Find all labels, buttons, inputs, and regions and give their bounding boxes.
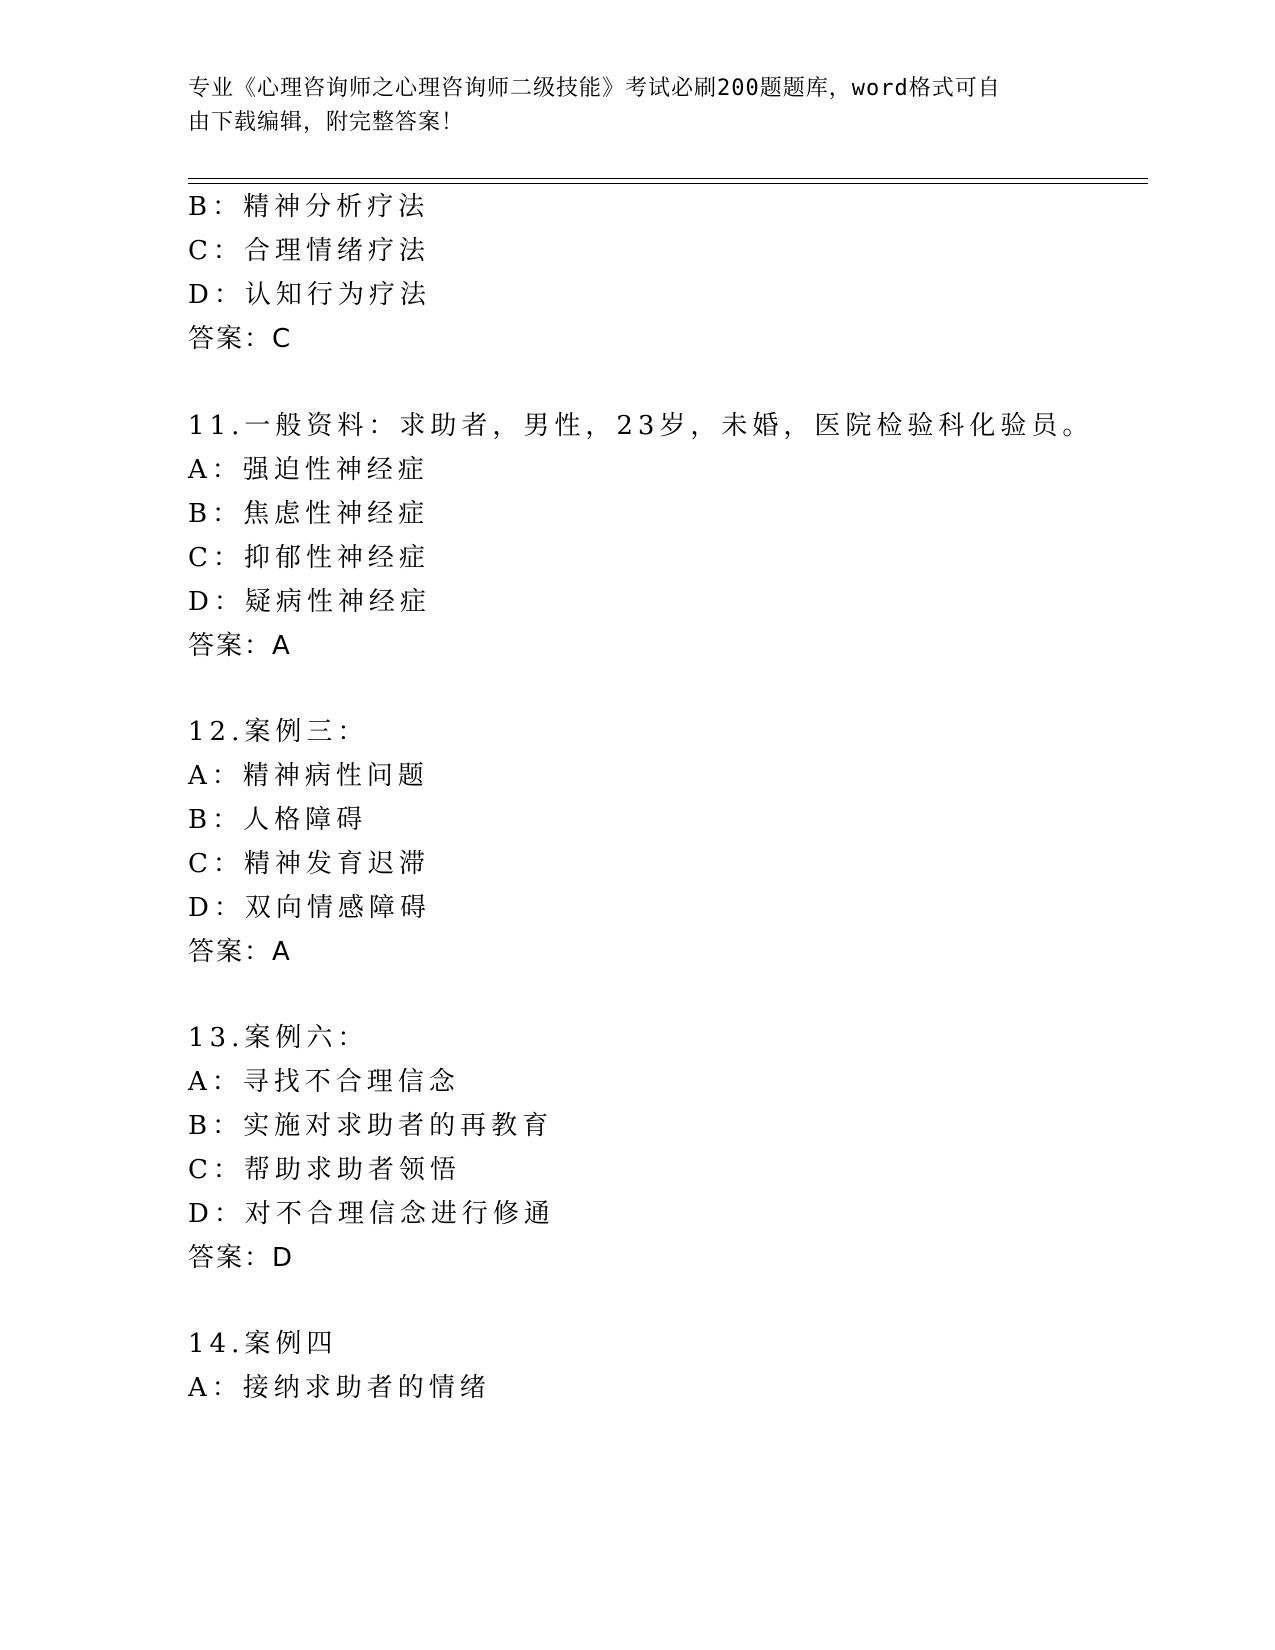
question-stem: 13.案例六：	[188, 1023, 369, 1053]
answer-line: 答案：A	[188, 937, 292, 967]
option-b: B：实施对求助者的再教育	[188, 1111, 554, 1141]
option-d: D：对不合理信念进行修通	[188, 1199, 555, 1229]
option-a: A：精神病性问题	[188, 761, 429, 791]
option-c: C：抑郁性神经症	[188, 543, 430, 573]
document-header	[188, 72, 1068, 140]
option-d: D：双向情感障碍	[188, 893, 431, 923]
option-b: B：焦虑性神经症	[188, 499, 430, 529]
option-c: C：帮助求助者领悟	[188, 1155, 461, 1185]
answer-line: 答案：A	[188, 631, 292, 661]
header-divider-top	[188, 178, 1148, 179]
option-a: A：强迫性神经症	[188, 455, 429, 485]
option-b: B：精神分析疗法	[188, 192, 430, 222]
option-d: D：疑病性神经症	[188, 587, 431, 617]
option-a: A：寻找不合理信念	[188, 1067, 460, 1097]
header-divider-bottom	[188, 183, 1148, 184]
option-d: D：认知行为疗法	[188, 280, 431, 310]
question-stem: 12.案例三：	[188, 717, 369, 747]
header-line-2: 由下载编辑，附完整答案！	[188, 110, 465, 135]
option-a: A：接纳求助者的情绪	[188, 1373, 491, 1403]
header-line-1: 专业《心理咨询师之心理咨询师二级技能》考试必刷200题题库，word格式可自	[188, 76, 1001, 101]
question-stem: 14.案例四	[188, 1329, 338, 1359]
answer-line: 答案：D	[188, 1243, 295, 1273]
answer-line: 答案：C	[188, 324, 293, 354]
option-b: B：人格障碍	[188, 805, 368, 835]
question-stem: 11.一般资料：求助者，男性，23岁，未婚，医院检验科化验员。	[188, 411, 1094, 441]
option-c: C：精神发育迟滞	[188, 849, 430, 879]
option-c: C：合理情绪疗法	[188, 236, 430, 266]
